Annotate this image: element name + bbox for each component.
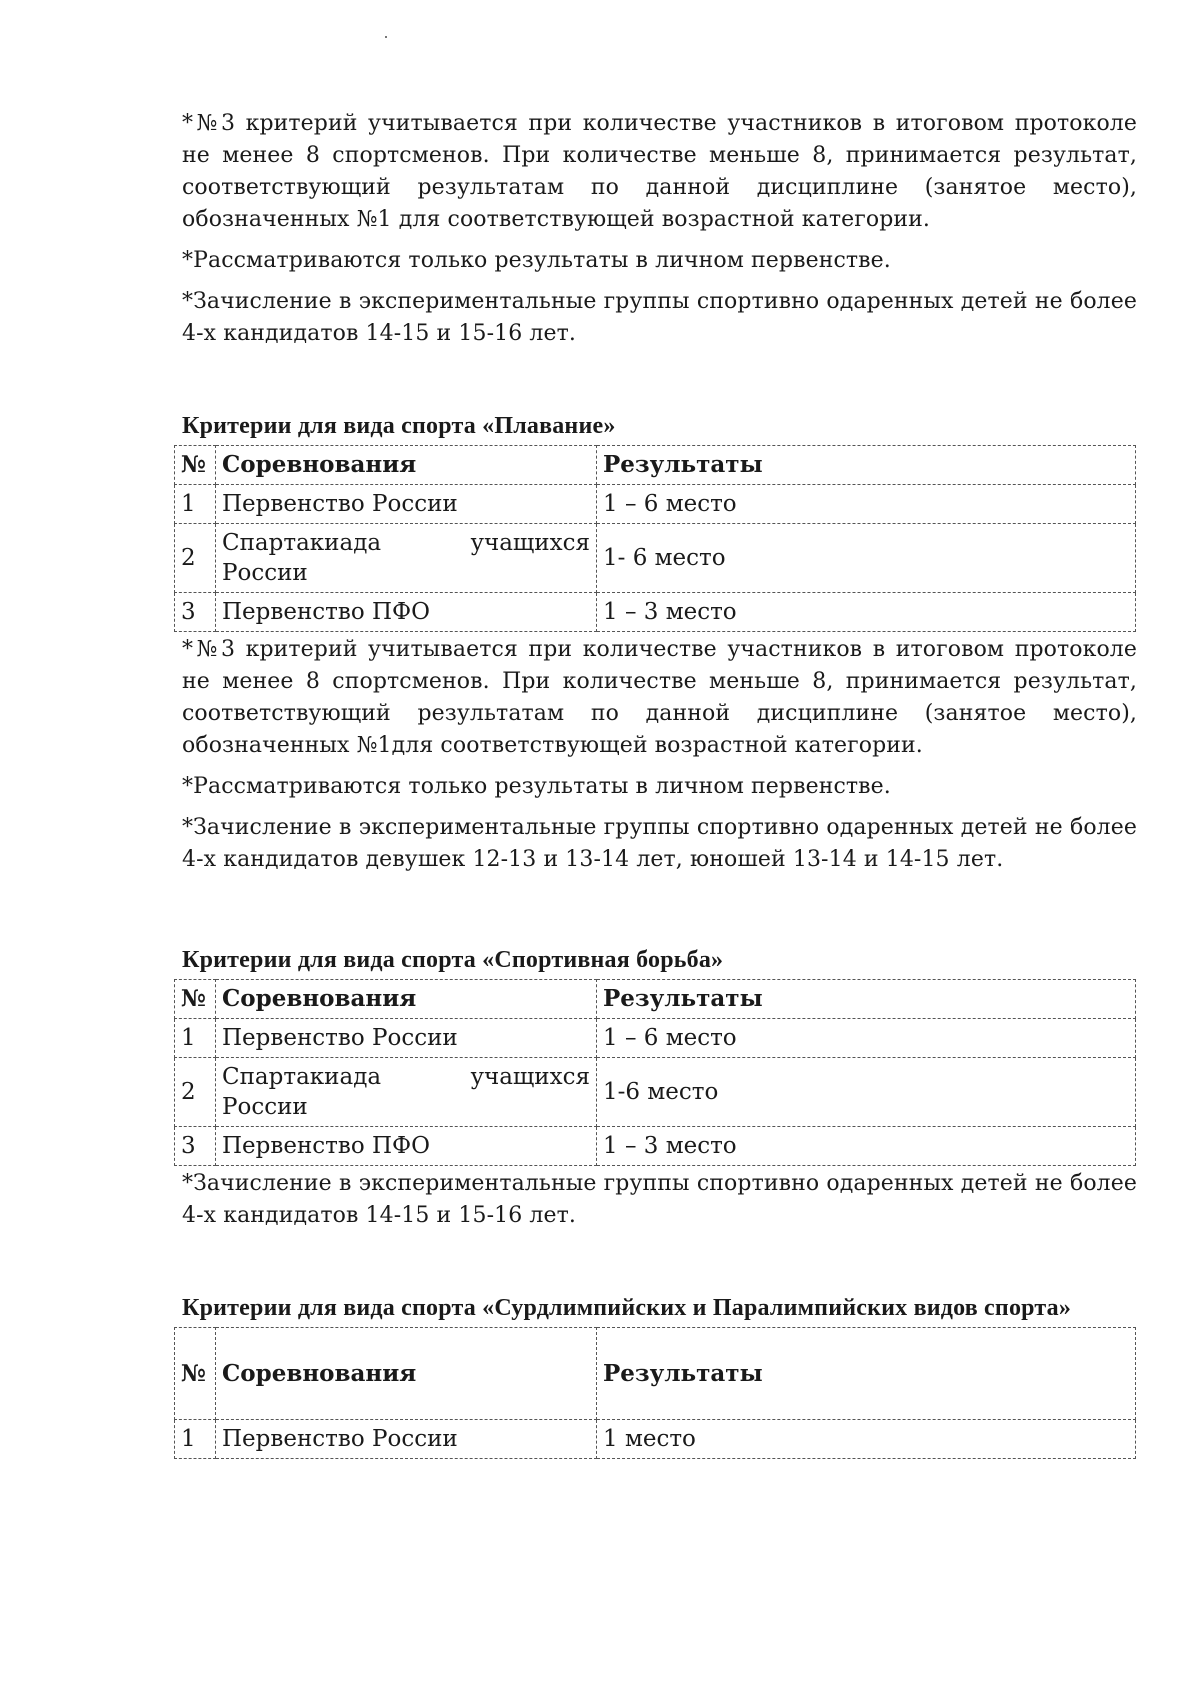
table-row — [175, 593, 1136, 632]
paralympic-title: Критерии для вида спорта «Сурдлимпийских и Паралимпийских видов спорта» — [182, 1295, 1072, 1321]
row-result: 1 место — [597, 1420, 1136, 1459]
spacer — [182, 1241, 1137, 1291]
table-header-row — [175, 1328, 1136, 1420]
header-results: Результаты — [597, 980, 1136, 1019]
intro-note-enrollment: *Зачисление в экспериментальные группы спортивно одаренных детей не более 4-х кандидатов 14-15 и 15-16 лет. — [182, 289, 1137, 346]
header-results: Результаты — [597, 446, 1136, 485]
row-competition-part: учащихся — [470, 530, 590, 556]
row-num: 2 — [175, 1058, 216, 1127]
row-num: 3 — [175, 593, 216, 632]
wrestling-note-enrollment: *Зачисление в экспериментальные группы спортивно одаренных детей не более 4-х кандидатов 14-15 и 15-16 лет. — [182, 1171, 1137, 1228]
header-results: Результаты — [597, 1328, 1136, 1420]
table-row — [175, 1058, 1136, 1127]
swimming-table — [174, 445, 1136, 632]
swimming-note-personal: *Рассматриваются только результаты в личном первенстве. — [182, 774, 891, 799]
header-num: № — [175, 980, 216, 1019]
document-page — [182, 108, 1137, 1459]
table-row — [175, 1127, 1136, 1166]
row-competition-part: учащихся — [470, 1064, 590, 1090]
row-competition — [216, 1058, 597, 1127]
table-row — [175, 1420, 1136, 1459]
header-num: № — [175, 446, 216, 485]
wrestling-title: Критерии для вида спорта «Спортивная борьба» — [182, 947, 724, 973]
swimming-note-enrollment: *Зачисление в экспериментальные группы спортивно одаренных детей не более 4-х кандидатов девушек 12-13 и 13-14 лет, юношей 13-14 и 14-15 лет. — [182, 815, 1137, 872]
swimming-title: Критерии для вида спорта «Плавание» — [182, 413, 616, 439]
table-row — [175, 1019, 1136, 1058]
table-row — [175, 524, 1136, 593]
row-result: 1 – 6 место — [597, 1019, 1136, 1058]
row-competition: Первенство ПФО — [216, 1127, 597, 1166]
row-competition-part: России — [222, 560, 308, 586]
table-row — [175, 485, 1136, 524]
header-num: № — [175, 1328, 216, 1420]
row-competition-part: России — [222, 1094, 308, 1120]
swimming-note-protocol: *№3 критерий учитывается при количестве участников в итоговом протоколе не менее 8 спортсменов. При количестве меньше 8, принимается результат, соответствующий результатам по данной дисциплине (занятое место), обозначенных №1для соответствующей возрастной категории. — [182, 637, 1137, 758]
intro-note-protocol: *№3 критерий учитывается при количестве участников в итоговом протоколе не менее 8 спортсменов. При количестве меньше 8, принимается результат, соответствующий результатам по данной дисциплине (занятое место), обозначенных №1 для соответствующей возрастной категории. — [182, 111, 1137, 232]
row-competition: Первенство России — [216, 485, 597, 524]
spacer — [182, 885, 1137, 943]
table-header-row — [175, 446, 1136, 485]
scan-speck — [385, 36, 387, 38]
row-num: 1 — [175, 1420, 216, 1459]
wrestling-table — [174, 979, 1136, 1166]
row-num: 2 — [175, 524, 216, 593]
row-result: 1 – 6 место — [597, 485, 1136, 524]
row-competition — [216, 524, 597, 593]
intro-note-personal: *Рассматриваются только результаты в личном первенстве. — [182, 248, 891, 273]
row-result: 1 – 3 место — [597, 593, 1136, 632]
paralympic-table — [174, 1327, 1136, 1459]
row-num: 1 — [175, 485, 216, 524]
header-competition: Соревнования — [216, 1328, 597, 1420]
header-competition: Соревнования — [216, 980, 597, 1019]
row-result: 1-6 место — [597, 1058, 1136, 1127]
table-header-row — [175, 980, 1136, 1019]
row-result: 1- 6 место — [597, 524, 1136, 593]
row-competition-part: Спартакиада — [222, 1064, 382, 1090]
row-competition: Первенство России — [216, 1420, 597, 1459]
row-competition-part: Спартакиада — [222, 530, 382, 556]
row-competition: Первенство России — [216, 1019, 597, 1058]
header-competition: Соревнования — [216, 446, 597, 485]
spacer — [182, 359, 1137, 409]
row-result: 1 – 3 место — [597, 1127, 1136, 1166]
row-competition: Первенство ПФО — [216, 593, 597, 632]
row-num: 1 — [175, 1019, 216, 1058]
row-num: 3 — [175, 1127, 216, 1166]
